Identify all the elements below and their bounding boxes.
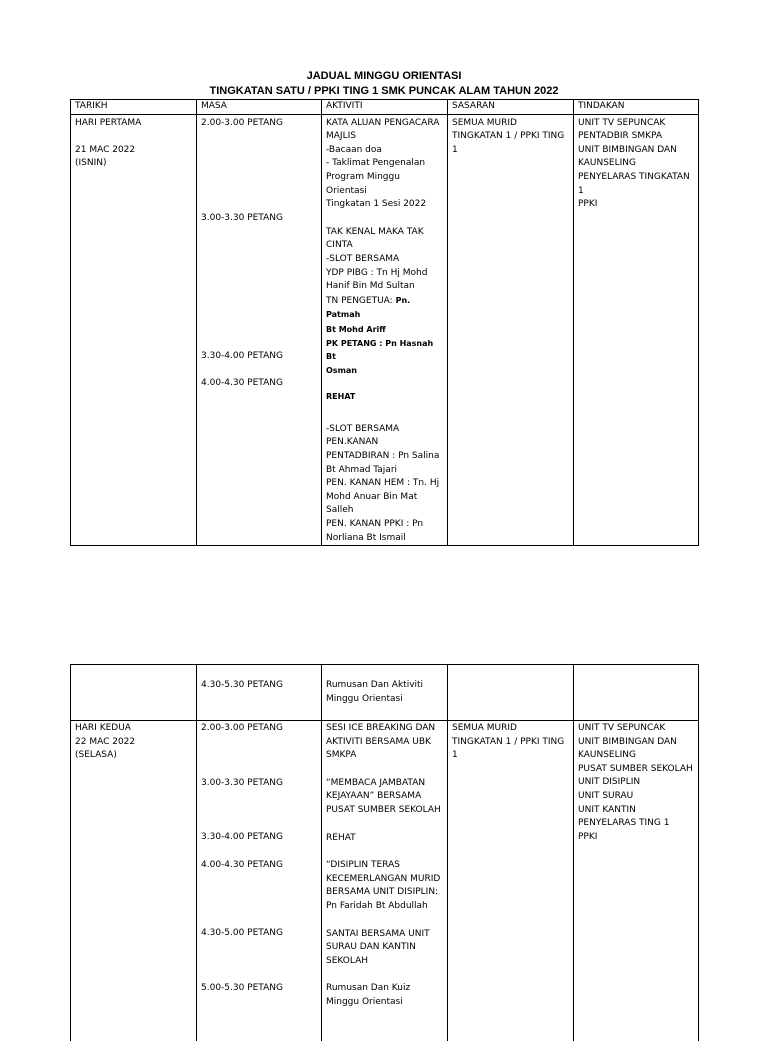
- cell-sasaran: SEMUA MURID TINGKATAN 1 / PPKI TING 1: [448, 114, 574, 546]
- table-header-row: [71, 100, 699, 115]
- table-row-day1-continued: [71, 665, 699, 721]
- cell-sasaran: [448, 665, 574, 721]
- cell-tarikh: HARI PERTAMA 21 MAC 2022 (ISNIN): [71, 114, 197, 546]
- cell-tindakan: UNIT TV SEPUNCAK UNIT BIMBINGAN DAN KAUNSELING PUSAT SUMBER SEKOLAH UNIT DISIPLIN UNIT SURAU UNIT KANTIN PENYELARAS TING 1 PPKI: [574, 721, 699, 1041]
- header-masa: MASA: [197, 100, 322, 115]
- cell-aktiviti: KATA ALUAN PENGACARA MAJLIS -Bacaan doa - Taklimat Pengenalan Program Minggu Orientasi Tingkatan 1 Sesi 2022 TAK KENAL MAKA TAK CINTA -SLOT BERSAMA YDP PIBG : Tn Hj Mohd Hanif Bin Md Sultan TN PENGETUA: Pn. Patmah Bt Mohd Ariff PK PETANG : Pn Hasnah Bt Osman REHAT -SLOT BERSAMA PEN.KANAN PENTADBIRAN : Pn Salina Bt Ahmad Tajari PEN. KANAN HEM : Tn. Hj Mohd Anuar Bin Mat Salleh PEN. KANAN PPKI : Pn Norliana Bt Ismail: [322, 114, 448, 546]
- header-sasaran: SASARAN: [448, 100, 574, 115]
- cell-aktiviti: SESI ICE BREAKING DAN AKTIVITI BERSAMA UBK SMKPA “MEMBACA JAMBATAN KEJAYAAN” BERSAMA PUSAT SUMBER SEKOLAH REHAT “DISIPLIN TERAS KECEMERLANGAN MURID BERSAMA UNIT DISIPLIN: Pn Faridah Bt Abdullah SANTAI BERSAMA UNIT SURAU DAN KANTIN SEKOLAH Rumusan Dan Kuiz Minggu Orientasi: [322, 721, 448, 1041]
- cell-masa: 2.00-3.00 PETANG 3.00-3.30 PETANG 3.30-4.00 PETANG 4.00-4.30 PETANG 4.30-5.00 PETANG 5.00-5.30 PETANG: [197, 721, 322, 1041]
- schedule-table-page1: [70, 99, 699, 546]
- header-tindakan: TINDAKAN: [574, 100, 699, 115]
- cell-tindakan: UNIT TV SEPUNCAK PENTADBIR SMKPA UNIT BIMBINGAN DAN KAUNSELING PENYELARAS TINGKATAN 1 PPKI: [574, 114, 699, 546]
- document-subtitle: TINGKATAN SATU / PPKI TING 1 SMK PUNCAK ALAM TAHUN 2022: [209, 85, 559, 97]
- cell-sasaran: SEMUA MURID TINGKATAN 1 / PPKI TING 1: [448, 721, 574, 1041]
- cell-tarikh: [71, 665, 197, 721]
- cell-aktiviti: Rumusan Dan Aktiviti Minggu Orientasi: [322, 665, 448, 721]
- header-tarikh: TARIKH: [71, 100, 197, 115]
- cell-masa: 2.00-3.00 PETANG 3.00-3.30 PETANG 3.30-4.00 PETANG 4.00-4.30 PETANG: [197, 114, 322, 546]
- cell-tindakan: [574, 665, 699, 721]
- cell-tarikh: HARI KEDUA 22 MAC 2022 (SELASA): [71, 721, 197, 1041]
- cell-masa: 4.30-5.30 PETANG: [197, 665, 322, 721]
- table-row-day2: [71, 721, 699, 1041]
- document-title: JADUAL MINGGU ORIENTASI: [306, 70, 462, 82]
- schedule-table-page2: [70, 664, 699, 1041]
- table-row-day1: [71, 114, 699, 546]
- header-aktiviti: AKTIVITI: [322, 100, 448, 115]
